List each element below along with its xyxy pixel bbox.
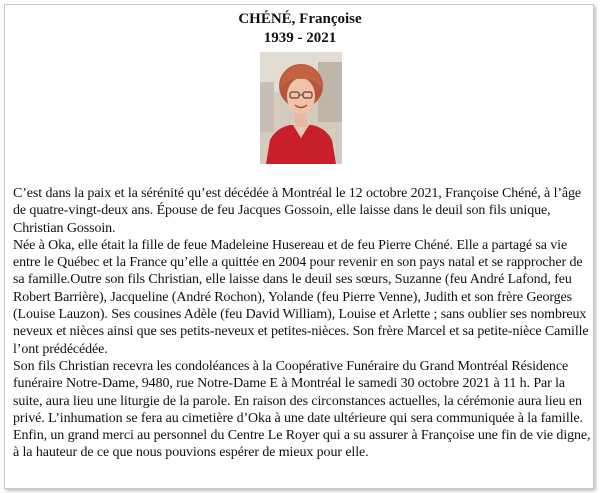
- portrait-illustration: [260, 52, 342, 164]
- paragraph: Son fils Christian recevra les condoléances à la Coopérative Funéraire du Grand Montréal Résidence funéraire Notre-Dame, 9480, rue Notre-Dame E à Montréal le samedi 30 octobre 2021 à 11 h. Par la suite, aura lieu une liturgie de la parole. En raison des circonstances actuelles, la cérémonie aura lieu en privé. L’inhumation se fera au cimetière d’Oka à une date ultérieure qui sera communiquée à la famille.: [13, 358, 583, 426]
- obituary-name: CHÉNÉ, Françoise: [238, 11, 362, 27]
- paragraph: Enfin, un grand merci au personnel du Centre Le Royer qui a su assurer à Françoise une fin de vie digne, à la hauteur de ce que nous pouvions espérer de mieux pour elle.: [13, 428, 591, 461]
- portrait-photo: [260, 52, 342, 164]
- paragraph: Née à Oka, elle était la fille de feue Madeleine Husereau et de feu Pierre Chéné. Elle a partagé sa vie entre le Québec et la France qu’elle a quittée en 2004 pour revenir en son pays natal et se rapprocher de sa famille.Outre son fils Christian, elle laisse dans le deuil ses sœurs, Suzanne (feu André Lafond, feu Robert Barrière), Jacqueline (André Rochon), Yolande (feu Pierre Venne), Judith et son frère Georges (Louise Lauzon). Ses cousines Adèle (feu David William), Louise et Arlette ; sans oublier ses nombreux neveux et nièces ainsi que ses petits-neveux et petites-nièces. Son frère Marcel et sa petite-nièce Camille l’ont prédécédée.: [13, 237, 589, 357]
- obituary-text: [13, 185, 591, 462]
- obituary-years: 1939 - 2021: [263, 30, 337, 46]
- paragraph: C’est dans la paix et la sérénité qu’est décédée à Montréal le 12 octobre 2021, Françoise Chéné, à l’âge de quatre-vingt-deux ans. Épouse de feu Jacques Gossoin, elle laisse dans le deuil son fils unique, Christian Gossoin.: [13, 186, 582, 236]
